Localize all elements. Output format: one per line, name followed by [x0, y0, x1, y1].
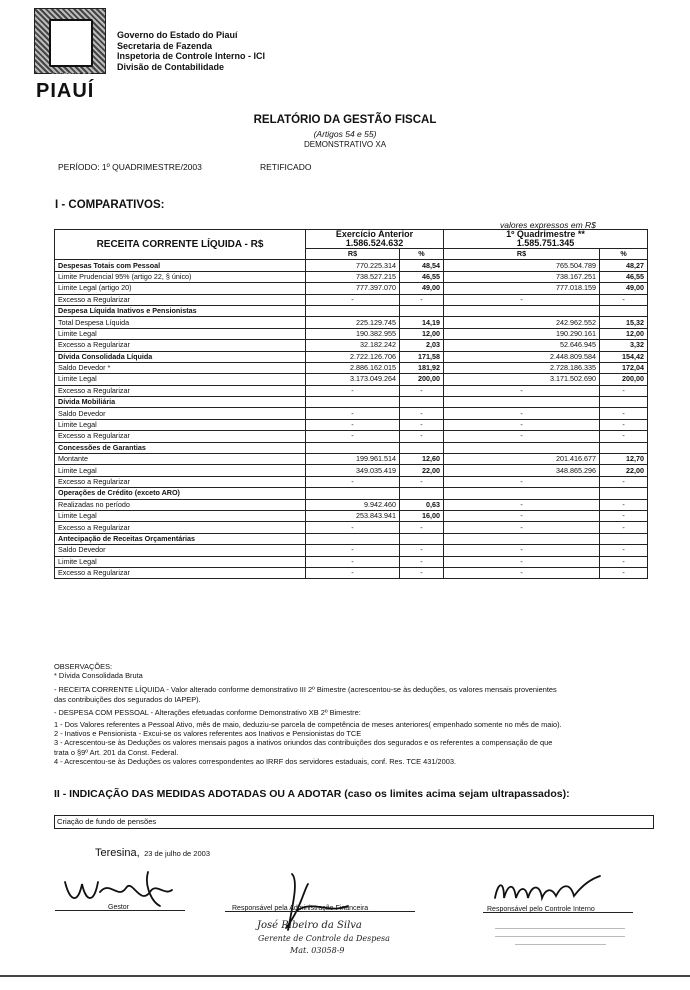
- table-row: [55, 385, 648, 396]
- place-date: [95, 843, 210, 861]
- row-label: Concessões de Garantias: [55, 442, 306, 453]
- value-prev: 32.182.242: [306, 340, 400, 351]
- value-q1: [444, 442, 600, 453]
- pct-prev: -: [400, 385, 444, 396]
- value-prev: -: [306, 476, 400, 487]
- col1-title: Exercício Anterior: [335, 229, 414, 239]
- table-row: [55, 510, 648, 521]
- logo-subtitle: GOVERNO DO: [50, 74, 92, 80]
- table-row: [55, 340, 648, 351]
- row-label: Operações de Crédito (exceto ARO): [55, 488, 306, 499]
- note-line: trata o §9º Art. 201 da Const. Federal.: [54, 747, 179, 757]
- row-label: Limite Legal: [55, 556, 306, 567]
- pct-q1: -: [600, 522, 648, 533]
- value-q1: [444, 533, 600, 544]
- value-prev: [306, 397, 400, 408]
- pct-q1: -: [600, 556, 648, 567]
- value-q1: -: [444, 499, 600, 510]
- table-row: [55, 283, 648, 294]
- row-label: Limite Legal: [55, 328, 306, 339]
- value-prev: 349.035.419: [306, 465, 400, 476]
- date: 23 de julho de 2003: [144, 849, 210, 858]
- place: Teresina,: [95, 847, 140, 859]
- pct-q1: 22,00: [600, 465, 648, 476]
- table-row: [55, 362, 648, 373]
- pct-q1: -: [600, 545, 648, 556]
- pct-prev: 0,63: [400, 499, 444, 510]
- state-logo: [34, 8, 106, 74]
- pct-q1: [600, 305, 648, 316]
- pct-q1: 172,04: [600, 362, 648, 373]
- row-label: Despesa Líquida Inativos e Pensionistas: [55, 305, 306, 316]
- value-prev: -: [306, 431, 400, 442]
- value-q1: 52.646.945: [444, 340, 600, 351]
- pct-prev: 49,00: [400, 283, 444, 294]
- value-prev: [306, 533, 400, 544]
- value-q1: -: [444, 556, 600, 567]
- pct-q1: 200,00: [600, 374, 648, 385]
- value-prev: -: [306, 567, 400, 578]
- row-label: Excesso a Regularizar: [55, 294, 306, 305]
- adm-mat: Mat. 03058-9: [290, 946, 345, 955]
- table-row: [55, 351, 648, 362]
- value-prev: 2.886.162.015: [306, 362, 400, 373]
- row-label: Excesso a Regularizar: [55, 567, 306, 578]
- value-q1: 2.728.186.335: [444, 362, 600, 373]
- value-prev: [306, 305, 400, 316]
- retificado-flag: RETIFICADO: [260, 162, 312, 172]
- pct-prev: 200,00: [400, 374, 444, 385]
- pct-q1: [600, 397, 648, 408]
- value-q1: [444, 305, 600, 316]
- value-q1: -: [444, 567, 600, 578]
- pct-q1: 154,42: [600, 351, 648, 362]
- value-prev: 738.527.215: [306, 271, 400, 282]
- col-quadrimestre: [444, 230, 648, 249]
- pct-q1: -: [600, 499, 648, 510]
- pct-prev: [400, 488, 444, 499]
- value-prev: 190.382.955: [306, 328, 400, 339]
- table-row: [55, 476, 648, 487]
- value-q1: -: [444, 431, 600, 442]
- pct-q1: -: [600, 476, 648, 487]
- value-q1: 2.448.809.584: [444, 351, 600, 362]
- col1-pct-header: %: [400, 249, 444, 260]
- row-label: Excesso a Regularizar: [55, 340, 306, 351]
- pct-prev: 181,92: [400, 362, 444, 373]
- pct-prev: 2,03: [400, 340, 444, 351]
- value-q1: 348.865.296: [444, 465, 600, 476]
- pct-q1: [600, 442, 648, 453]
- row-label: Excesso a Regularizar: [55, 476, 306, 487]
- table-row: [55, 488, 648, 499]
- table-row: [55, 522, 648, 533]
- note-line: das contribuições dos segurados do IAPEP).: [54, 694, 201, 704]
- table-row: [55, 499, 648, 510]
- pct-prev: 12,60: [400, 454, 444, 465]
- row-label: Despesas Totais com Pessoal: [55, 260, 306, 271]
- pct-q1: [600, 533, 648, 544]
- row-label: Limite Legal (artigo 20): [55, 283, 306, 294]
- pct-prev: 22,00: [400, 465, 444, 476]
- value-q1: 190.290.161: [444, 328, 600, 339]
- table-row: [55, 397, 648, 408]
- report-demo: DEMONSTRATIVO XA: [303, 140, 387, 149]
- ci-label: Responsável pelo Controle Interno: [487, 906, 595, 913]
- row-label: Limite Legal: [55, 419, 306, 430]
- value-prev: -: [306, 556, 400, 567]
- report-title: RELATÓRIO DA GESTÃO FISCAL: [253, 114, 437, 126]
- row-label: Saldo Devedor *: [55, 362, 306, 373]
- col2-title: 1º Quadrimestre **: [506, 229, 585, 239]
- note-line: - DESPESA COM PESSOAL - Alterações efetuadas conforme Demonstrativo XB 2º Bimestre:: [54, 707, 361, 717]
- table-row: [55, 465, 648, 476]
- pct-prev: [400, 533, 444, 544]
- table-row: [55, 374, 648, 385]
- table-row: [55, 545, 648, 556]
- pct-prev: [400, 442, 444, 453]
- value-prev: 770.225.314: [306, 260, 400, 271]
- pct-prev: -: [400, 522, 444, 533]
- value-prev: 2.722.126.706: [306, 351, 400, 362]
- pct-prev: -: [400, 567, 444, 578]
- table-row: [55, 271, 648, 282]
- value-q1: 3.171.502.690: [444, 374, 600, 385]
- value-prev: -: [306, 545, 400, 556]
- value-q1: -: [444, 294, 600, 305]
- table-row: [55, 431, 648, 442]
- table-row: [55, 408, 648, 419]
- gestor-label: Gestor: [108, 904, 130, 911]
- row-label: Antecipação de Receitas Orçamentárias: [55, 533, 306, 544]
- row-label: Excesso a Regularizar: [55, 431, 306, 442]
- pct-q1: -: [600, 294, 648, 305]
- pct-q1: 3,32: [600, 340, 648, 351]
- adm-role: Gerente de Controle da Despesa: [258, 934, 390, 943]
- col1-rs-header: R$: [306, 249, 400, 260]
- row-label: Saldo Devedor: [55, 408, 306, 419]
- table-row: [55, 305, 648, 316]
- coat-of-arms-icon: [49, 19, 93, 67]
- col1-rcl-value: 1.586.524.632: [345, 238, 404, 248]
- pct-q1: -: [600, 567, 648, 578]
- row-label: Limite Legal: [55, 510, 306, 521]
- row-label: Total Despesa Líquida: [55, 317, 306, 328]
- pct-q1: 12,70: [600, 454, 648, 465]
- row-label: Limite Legal: [55, 374, 306, 385]
- value-prev: 199.961.514: [306, 454, 400, 465]
- value-q1: 777.018.159: [444, 283, 600, 294]
- table-row: [55, 328, 648, 339]
- pct-q1: 49,00: [600, 283, 648, 294]
- col2-rs-header: R$: [444, 249, 600, 260]
- note-line: OBSERVAÇÕES:: [54, 662, 113, 671]
- table-row: [55, 567, 648, 578]
- row-label: Excesso a Regularizar: [55, 522, 306, 533]
- table-row: [55, 260, 648, 271]
- row-label: Limite Prudencial 95% (artigo 22, § único): [55, 271, 306, 282]
- value-q1: -: [444, 522, 600, 533]
- table-row: [55, 454, 648, 465]
- col-exercicio-anterior: [306, 230, 444, 249]
- section-1-title: I - COMPARATIVOS:: [55, 199, 165, 211]
- value-prev: -: [306, 522, 400, 533]
- section-2-title: II - INDICAÇÃO DAS MEDIDAS ADOTADAS OU A ADOTAR (caso os limites acima sejam ultrapassados):: [54, 788, 570, 800]
- note-line: 2 - Inativos e Pensionista - Excui-se os valores referentes aos Inativos e Pensionistas do TCE: [54, 729, 362, 739]
- table-row: [55, 294, 648, 305]
- value-q1: 201.416.677: [444, 454, 600, 465]
- pct-prev: -: [400, 408, 444, 419]
- row-label: Limite Legal: [55, 465, 306, 476]
- value-prev: -: [306, 385, 400, 396]
- pct-prev: 48,54: [400, 260, 444, 271]
- value-prev: [306, 442, 400, 453]
- pct-prev: -: [400, 556, 444, 567]
- value-q1: 765.504.789: [444, 260, 600, 271]
- period: PERÍODO: 1º QUADRIMESTRE/2003: [58, 162, 202, 172]
- value-q1: 242.962.552: [444, 317, 600, 328]
- col2-rcl-value: 1.585.751.345: [516, 238, 575, 248]
- header-line-2: Secretaria de Fazenda: [117, 40, 213, 51]
- note-line: 3 - Acrescentou-se às Deduções os valores mensais pagos a inativos oriundos das contribuições dos segurados e os referentes a compensação de que: [54, 738, 553, 748]
- row-label: Realizadas no período: [55, 499, 306, 510]
- table-row: [55, 442, 648, 453]
- pct-prev: 14,19: [400, 317, 444, 328]
- values-note: valores expressos em R$: [500, 220, 596, 230]
- row-label: Excesso a Regularizar: [55, 385, 306, 396]
- value-q1: -: [444, 385, 600, 396]
- table-row: [55, 419, 648, 430]
- table-row: [55, 317, 648, 328]
- row-label: Dívida Mobiliária: [55, 397, 306, 408]
- pct-prev: 46,55: [400, 271, 444, 282]
- pct-q1: -: [600, 419, 648, 430]
- adm-label: Responsável pela Administração Financeira: [232, 905, 369, 912]
- header-line-1: Governo do Estado do Piauí: [117, 30, 238, 40]
- value-prev: [306, 488, 400, 499]
- pct-prev: -: [400, 419, 444, 430]
- page-footer-rule: [0, 975, 690, 977]
- pct-q1: 48,27: [600, 260, 648, 271]
- note-line: 4 - Acrescentou-se às Deduções os valores correspondentes ao IRRF dos servidores estaduais, conf. Res. TCE 431/2003.: [54, 756, 457, 766]
- value-q1: 738.167.251: [444, 271, 600, 282]
- note-line: * Dívida Consolidada Bruta: [54, 671, 143, 681]
- value-prev: 3.173.049.264: [306, 374, 400, 385]
- note-line: 1 - Dos Valores referentes a Pessoal Ativo, mês de maio, deduziu-se parcela de competência de meses anteriores( empenhado somente no mês de maio).: [54, 720, 562, 730]
- value-prev: 225.129.745: [306, 317, 400, 328]
- table-row: [55, 556, 648, 567]
- pct-q1: -: [600, 408, 648, 419]
- pct-prev: [400, 305, 444, 316]
- value-prev: -: [306, 294, 400, 305]
- row-label: Saldo Devedor: [55, 545, 306, 556]
- header-block: [117, 30, 265, 72]
- row-label: Montante: [55, 454, 306, 465]
- pct-prev: [400, 397, 444, 408]
- measures-box: Criação de fundo de pensões: [54, 815, 654, 829]
- pct-prev: -: [400, 431, 444, 442]
- header-line-3: Inspetoria de Controle Interno - ICI: [117, 51, 266, 61]
- value-q1: -: [444, 510, 600, 521]
- ci-signature: [490, 870, 610, 910]
- rcl-header: RECEITA CORRENTE LÍQUIDA - R$: [55, 230, 306, 260]
- report-subtitle: (Artigos 54 e 55): [313, 129, 377, 139]
- pct-q1: -: [600, 431, 648, 442]
- pct-prev: -: [400, 545, 444, 556]
- pct-q1: 46,55: [600, 271, 648, 282]
- value-q1: -: [444, 419, 600, 430]
- pct-prev: 171,58: [400, 351, 444, 362]
- table-row: [55, 533, 648, 544]
- row-label: Dívida Consolidada Líquida: [55, 351, 306, 362]
- header-line-4: Divisão de Contabilidade: [117, 61, 225, 72]
- note-line: - RECEITA CORRENTE LÍQUIDA - Valor alterado conforme demonstrativo III 2º Bimestre (acrescentou-se às deduções, os valores mensais provenientes: [54, 685, 557, 695]
- col2-pct-header: %: [600, 249, 648, 260]
- ci-stamp: [495, 922, 625, 952]
- observations: [54, 662, 654, 766]
- pct-prev: 16,00: [400, 510, 444, 521]
- value-q1: -: [444, 545, 600, 556]
- comparatives-table: [54, 229, 648, 579]
- value-prev: 777.397.070: [306, 283, 400, 294]
- pct-prev: -: [400, 294, 444, 305]
- pct-q1: 12,00: [600, 328, 648, 339]
- pct-q1: 15,32: [600, 317, 648, 328]
- value-q1: [444, 397, 600, 408]
- value-q1: -: [444, 408, 600, 419]
- pct-prev: -: [400, 476, 444, 487]
- value-prev: 253.843.941: [306, 510, 400, 521]
- logo-text: PIAUÍ: [36, 80, 95, 102]
- value-prev: -: [306, 408, 400, 419]
- value-prev: -: [306, 419, 400, 430]
- pct-q1: -: [600, 385, 648, 396]
- value-q1: [444, 488, 600, 499]
- pct-q1: [600, 488, 648, 499]
- pct-prev: 12,00: [400, 328, 444, 339]
- value-prev: 9.942.460: [306, 499, 400, 510]
- value-q1: -: [444, 476, 600, 487]
- pct-q1: -: [600, 510, 648, 521]
- adm-name: José Ribeiro da Silva: [257, 920, 362, 931]
